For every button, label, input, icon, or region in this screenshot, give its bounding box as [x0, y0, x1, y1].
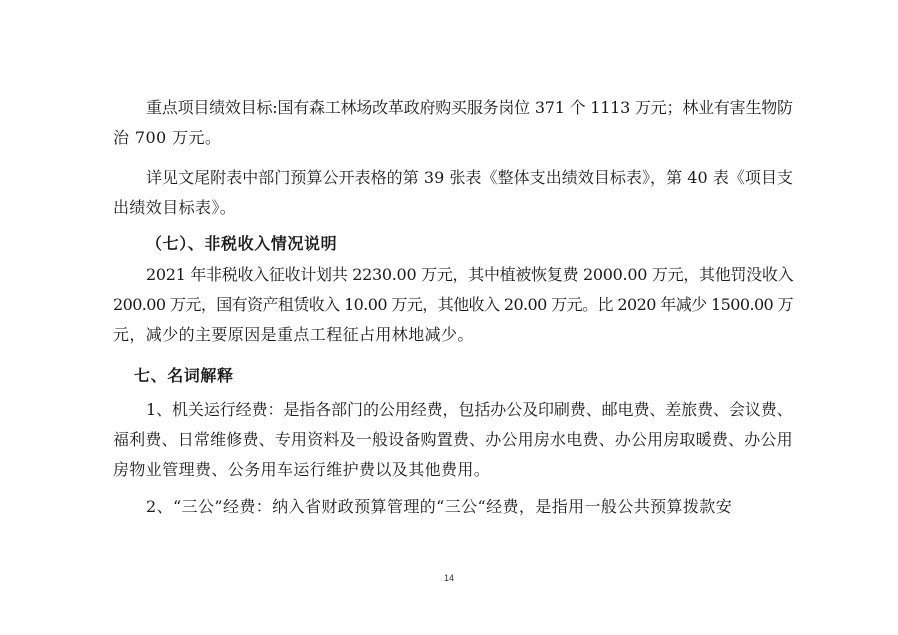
section-heading-glossary: 七、名词解释	[134, 366, 234, 385]
text-line: 福利费、日常维修费、专用资料及一般设备购置费、办公用房水电费、办公用房取暖费、办公用	[113, 430, 793, 449]
text-line: 1、机关运行经费：是指各部门的公用经费，包括办公及印刷费、邮电费、差旅费、会议费、	[146, 400, 793, 419]
text-line: 200.00 万元，国有资产租赁收入 10.00 万元，其他收入 20.00 万元。比 2020 年减少 1500.00 万	[113, 295, 794, 314]
paragraph-non-tax-income	[113, 260, 793, 350]
section-heading-non-tax-income: （七）、非税收入情况说明	[146, 234, 338, 253]
text-line: 出绩效目标表》。	[113, 198, 237, 217]
text-line: 重点项目绩效目标:国有森工林场改革政府购买服务岗位 371 个 1113 万元；林业有害生物防	[146, 98, 793, 117]
paragraph-operating-expenses	[113, 395, 793, 485]
text-line: 元，减少的主要原因是重点工程征占用林地减少。	[113, 325, 474, 344]
text-line: 2、“三公”经费：纳入省财政预算管理的“三公“经费，是指用一般公共预算拨款安	[146, 497, 733, 516]
page-number: 14	[443, 573, 454, 583]
text-line: 详见文尾附表中部门预算公开表格的第 39 张表《整体支出绩效目标表》，第 40 表《项目支	[146, 168, 794, 187]
text-line: 2021 年非税收入征收计划共 2230.00 万元，其中植被恢复费 2000.00 万元，其他罚没收入	[146, 265, 794, 284]
paragraph-performance-targets	[113, 93, 793, 153]
paragraph-three-public-expenses	[113, 492, 793, 522]
text-line: 房物业管理费、公务用车运行维护费以及其他费用。	[113, 460, 491, 479]
text-line: 治 700 万元。	[113, 128, 222, 147]
paragraph-see-appendix	[113, 163, 793, 223]
